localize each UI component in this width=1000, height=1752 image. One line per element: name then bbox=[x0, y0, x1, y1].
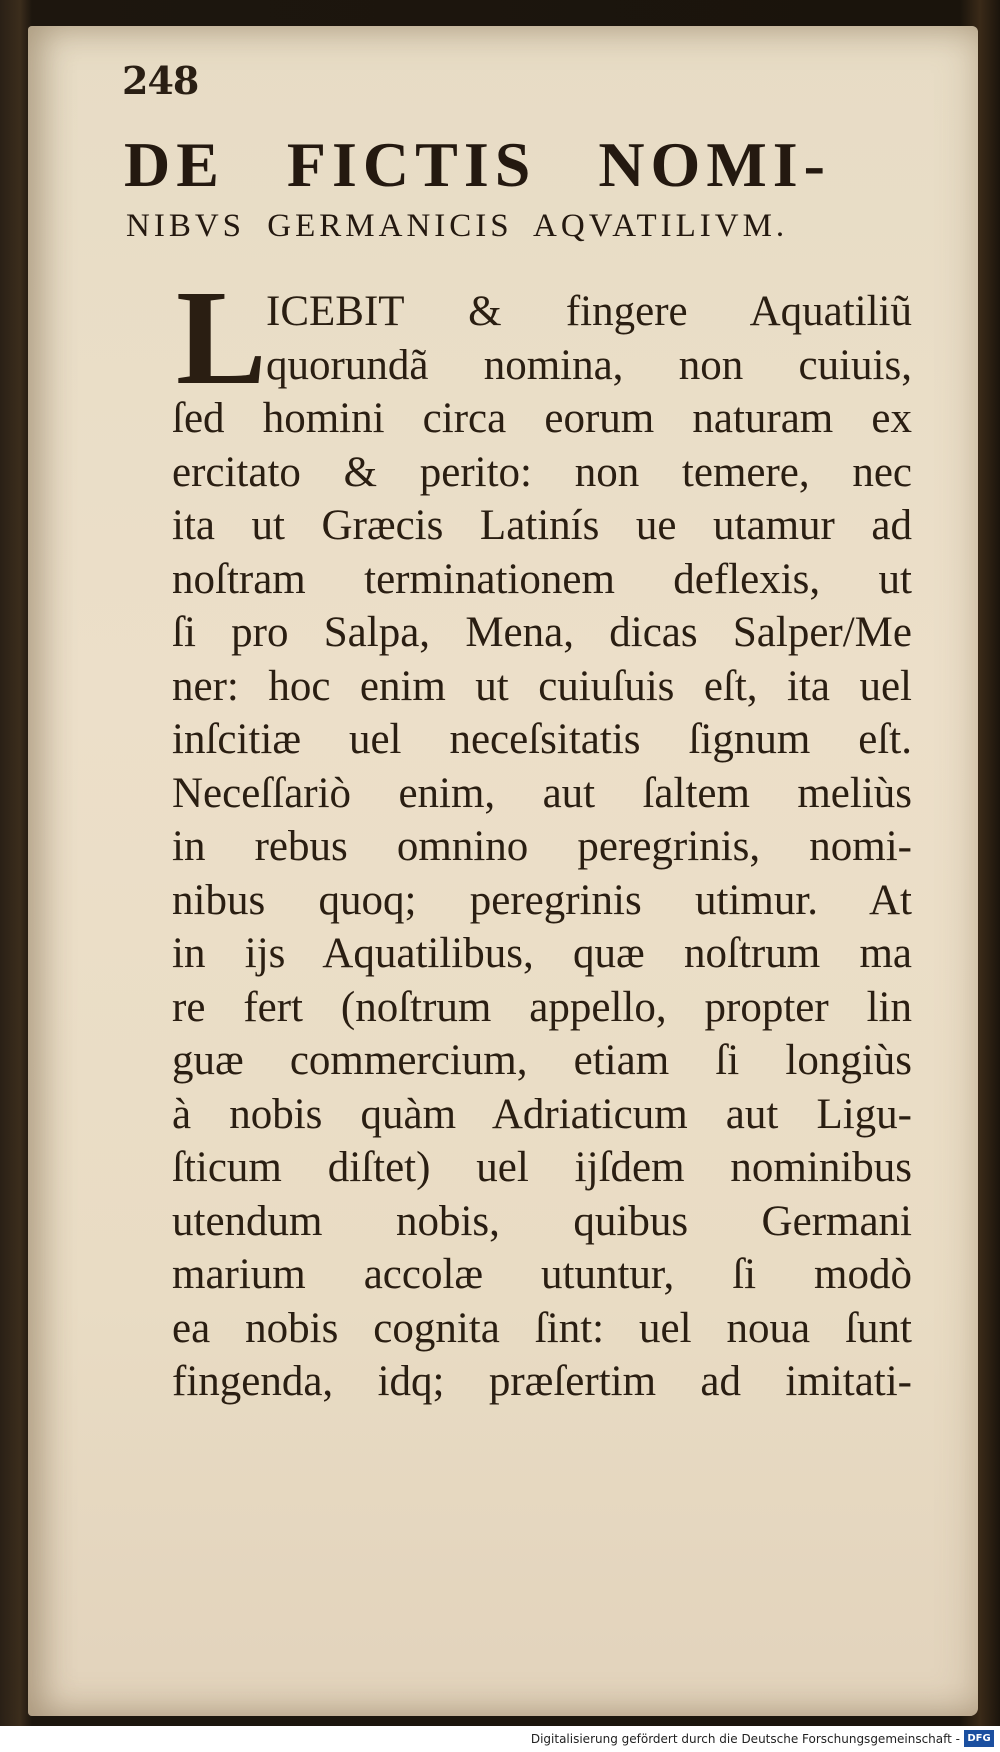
text-line: ita ut Græcis Latinís ue utamur ad bbox=[172, 502, 912, 549]
text-line: ner: hoc enim ut cuiuſuis eſt, ita uel bbox=[172, 662, 912, 710]
text-line: Neceſſariò enim, aut ſaltem meliùs bbox=[172, 769, 912, 817]
text-line: re fert (noſtrum appello, propter lin bbox=[172, 983, 912, 1031]
footer-credit: Digitalisierung gefördert durch die Deutsche Forschungsgemeinschaft - bbox=[530, 1732, 960, 1746]
text-line: inſcitiæ uel neceſsitatis ſignum eſt. bbox=[172, 716, 912, 763]
chapter-title-line-2: NIBVS GERMANICIS AQVATILIVM. bbox=[126, 208, 789, 244]
text-line: ea nobis cognita ſint: uel noua ſunt bbox=[172, 1304, 912, 1352]
text-line: utendum nobis, quibus Germani bbox=[172, 1197, 912, 1245]
digitization-footer bbox=[0, 1726, 1000, 1752]
text-line: in ijs Aquatilibus, quæ noſtrum ma bbox=[172, 930, 912, 977]
text-line: fingenda, idq; præſertim ad imitati- bbox=[172, 1358, 912, 1405]
text-line: ercitato & perito: non temere, nec bbox=[172, 448, 912, 496]
text-line: quorundã nomina, non cuiuis, bbox=[266, 341, 912, 389]
text-line: ſed homini circa eorum naturam ex bbox=[172, 395, 912, 442]
chapter-title-line-1: DE FICTIS NOMI- bbox=[124, 129, 831, 200]
text-line: guæ commercium, etiam ſi longiùs bbox=[172, 1037, 912, 1084]
text-line: nibus quoq; peregrinis utimur. At bbox=[172, 876, 912, 924]
body-text bbox=[172, 285, 912, 1409]
text-line: noſtram terminationem deflexis, ut bbox=[172, 555, 912, 603]
text-line: à nobis quàm Adriaticum aut Ligu- bbox=[172, 1090, 912, 1138]
dfg-logo-icon: DFG bbox=[964, 1730, 994, 1747]
page-number: 248 bbox=[122, 58, 199, 103]
text-line: in rebus omnino peregrinis, nomi- bbox=[172, 823, 912, 870]
text-line: ſi pro Salpa, Mena, dicas Salper/Me bbox=[172, 609, 912, 656]
text-line: ſticum diſtet) uel ijſdem nominibus bbox=[172, 1144, 912, 1191]
text-line: ICEBIT & fingere Aquatiliũ bbox=[266, 288, 912, 335]
text-line: marium accolæ utuntur, ſi modò bbox=[172, 1251, 912, 1298]
drop-cap-initial: L bbox=[176, 263, 267, 413]
